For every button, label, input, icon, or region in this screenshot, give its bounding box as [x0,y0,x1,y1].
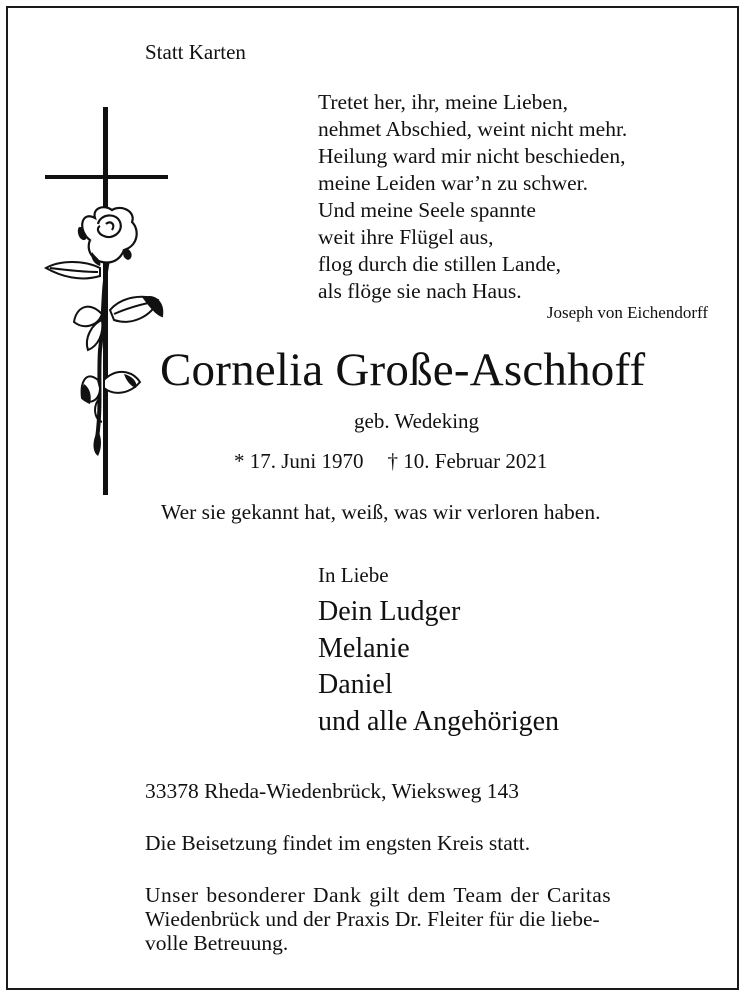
poem [318,89,627,305]
poem-line: Heilung ward mir nicht beschieden, [318,144,626,168]
deceased-name: Cornelia Große-Aschhoff [160,344,646,396]
thanks-line: Wiedenbrück und der Praxis Dr. Fleiter für die liebe- [145,907,600,931]
mourner-name: Melanie [318,632,410,664]
poem-line: Und meine Seele spannte [318,198,536,222]
poem-line: flog durch die stillen Lande, [318,252,561,276]
thanks-paragraph [145,883,611,955]
poem-line: Tretet her, ihr, meine Lieben, [318,90,569,114]
in-liebe-label: In Liebe [318,563,389,587]
poem-line: als flöge sie nach Haus. [318,279,522,303]
thanks-line: volle Betreuung. [145,931,289,955]
birth-name: geb. Wedeking [354,409,480,433]
mourner-name: und alle Angehörigen [318,705,560,737]
mourner-name: Daniel [318,669,393,700]
thanks-line: Unser besonderer Dank gilt dem Team der Caritas [145,883,612,907]
poem-line: nehmet Abschied, weint nicht mehr. [318,117,628,141]
statt-karten-label: Statt Karten [145,40,246,64]
mourner-name: Dein Ludger [318,596,461,627]
cross-with-rose-icon [40,100,170,500]
birth-date: * 17. Juni 1970 [234,449,364,473]
poem-line: meine Leiden war’n zu schwer. [318,171,589,195]
poem-line: weit ihre Flügel aus, [318,225,494,249]
memorial-quote: Wer sie gekannt hat, weiß, was wir verloren haben. [161,500,601,524]
death-date: † 10. Februar 2021 [387,449,548,473]
mourners-list [318,594,559,740]
life-dates [234,449,547,474]
burial-note: Die Beisetzung findet im engsten Kreis statt. [145,831,531,855]
poem-author: Joseph von Eichendorff [546,303,708,322]
address: 33378 Rheda-Wiedenbrück, Wieksweg 143 [145,779,520,803]
